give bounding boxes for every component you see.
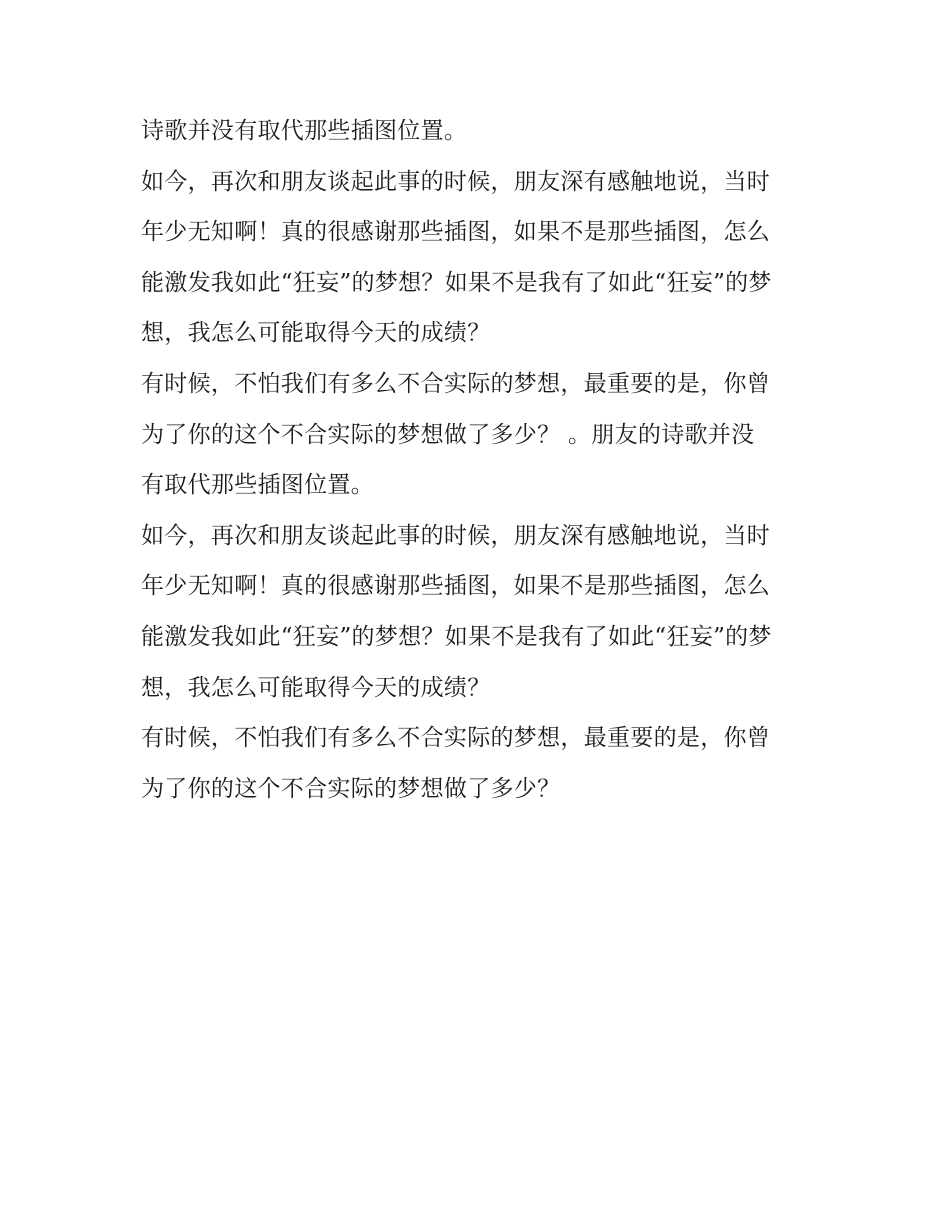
text-line: 为了你的这个不合实际的梦想做了多少？ xyxy=(141,775,561,802)
text-line: 如今，再次和朋友谈起此事的时候，朋友深有感触地说，当时 xyxy=(141,522,771,549)
text-line: 有时候，不怕我们有多么不合实际的梦想，最重要的是，你曾 xyxy=(141,370,771,397)
text-line: 诗歌并没有取代那些插图位置。 xyxy=(141,118,468,144)
text-line: 能激发我如此“狂妄”的梦想？如果不是我有了如此“狂妄”的梦 xyxy=(141,269,772,296)
text-line: 如今，再次和朋友谈起此事的时候，朋友深有感触地说，当时 xyxy=(141,168,771,195)
text-line: 年少无知啊！真的很感谢那些插图，如果不是那些插图，怎么 xyxy=(141,219,771,246)
text-line: 为了你的这个不合实际的梦想做了多少？ 。朋友的诗歌并没 xyxy=(141,421,755,448)
document-body xyxy=(141,106,813,814)
text-line: 年少无知啊！真的很感谢那些插图，如果不是那些插图，怎么 xyxy=(141,573,771,600)
text-line: 有取代那些插图位置。 xyxy=(141,472,374,499)
text-line: 能激发我如此“狂妄”的梦想？如果不是我有了如此“狂妄”的梦 xyxy=(141,623,772,650)
text-line: 有时候，不怕我们有多么不合实际的梦想，最重要的是，你曾 xyxy=(141,725,771,752)
text-line: 想，我怎么可能取得今天的成绩？ xyxy=(141,674,491,701)
text-line: 想，我怎么可能取得今天的成绩？ xyxy=(141,320,491,347)
